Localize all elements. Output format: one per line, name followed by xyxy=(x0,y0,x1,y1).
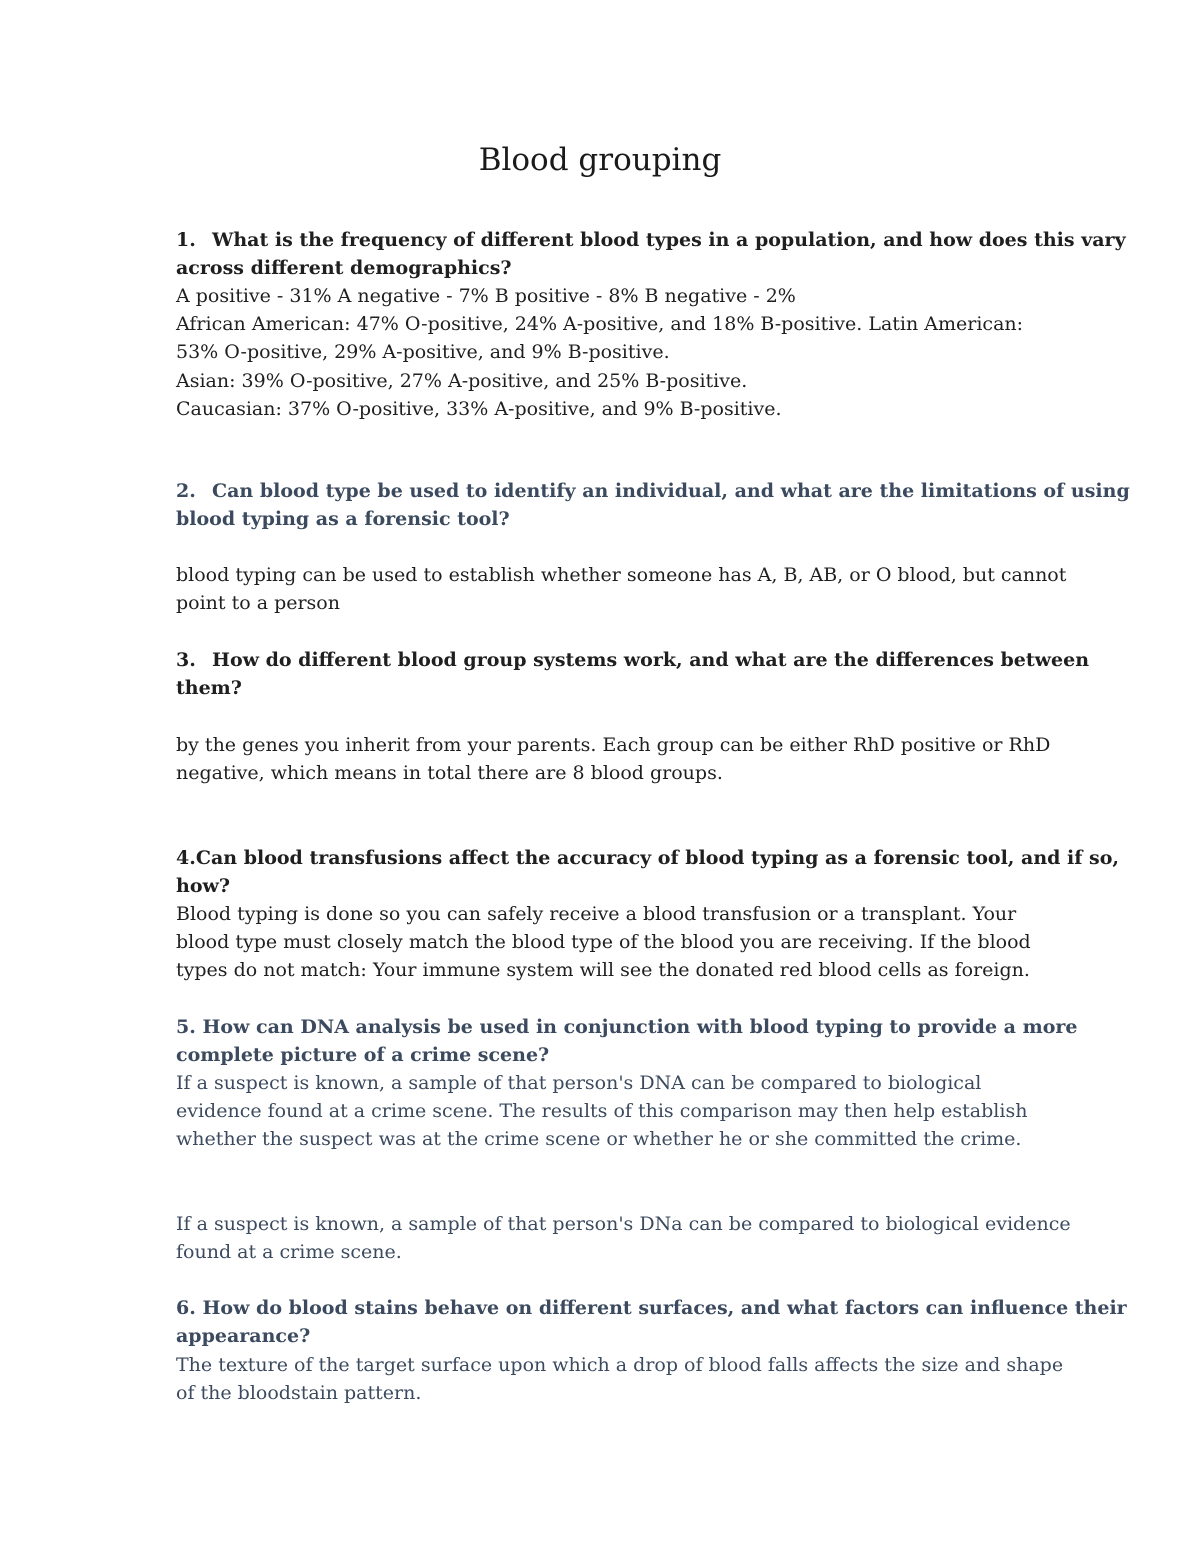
answer-5-extra-line: found at a crime scene. xyxy=(176,1241,402,1264)
document-title: Blood grouping xyxy=(478,142,722,178)
answer-1-line: 53% O-positive, 29% A-positive, and 9% B-positive. xyxy=(176,341,670,364)
question-3 xyxy=(176,646,1090,702)
answer-6-line: of the bloodstain pattern. xyxy=(176,1382,422,1405)
answer-5-line: whether the suspect was at the crime scene or whether he or she committed the crime. xyxy=(176,1128,1022,1151)
question-1-text-line2: across different demographics? xyxy=(176,257,512,280)
question-6 xyxy=(176,1294,1127,1350)
answer-4-line: Blood typing is done so you can safely receive a blood transfusion or a transplant. Your xyxy=(176,903,1017,925)
question-6-text-line1: 6. How do blood stains behave on different surfaces, and what factors can influence their xyxy=(176,1297,1127,1319)
question-5 xyxy=(176,1013,1078,1069)
question-3-text-line1: How do different blood group systems work, and what are the differences between xyxy=(212,649,1090,671)
answer-3-line: by the genes you inherit from your parents. Each group can be either RhD positive or RhD xyxy=(176,734,1051,756)
question-3-number: 3. xyxy=(176,649,196,671)
question-1-number: 1. xyxy=(176,229,196,251)
question-2-text-line2: blood typing as a forensic tool? xyxy=(176,508,510,531)
question-2-text-line1: Can blood type be used to identify an individual, and what are the limitations of using xyxy=(212,480,1130,502)
answer-5 xyxy=(176,1069,1066,1154)
answer-1-line: Caucasian: 37% O-positive, 33% A-positive, and 9% B-positive. xyxy=(176,397,782,420)
answer-3 xyxy=(176,731,1066,787)
question-4 xyxy=(176,844,1120,900)
answer-4-line: types do not match: Your immune system will see the donated red blood cells as foreign. xyxy=(176,959,1030,982)
answer-5-line: evidence found at a crime scene. The results of this comparison may then help establish xyxy=(176,1100,1028,1123)
question-2-number: 2. xyxy=(176,480,196,502)
answer-1-line: African American: 47% O-positive, 24% A-positive, and 18% B-positive. Latin American: xyxy=(176,313,1024,336)
answer-5-extra xyxy=(176,1210,1071,1266)
question-5-text-line1: 5. How can DNA analysis be used in conjunction with blood typing to provide a more xyxy=(176,1016,1078,1038)
question-4-text-line1: 4.Can blood transfusions affect the accuracy of blood typing as a forensic tool, and if so, xyxy=(176,847,1120,869)
question-1 xyxy=(176,226,1126,282)
answer-2 xyxy=(176,561,1066,617)
answer-1-line: A positive - 31% A negative - 7% B positive - 8% B negative - 2% xyxy=(176,285,796,307)
answer-2-line: blood typing can be used to establish whether someone has A, B, AB, or O blood, but cannot xyxy=(176,564,1067,586)
answer-5-line: If a suspect is known, a sample of that person's DNA can be compared to biological xyxy=(176,1072,982,1094)
question-5-text-line2: complete picture of a crime scene? xyxy=(176,1044,550,1067)
answer-5-extra-line: If a suspect is known, a sample of that person's DNa can be compared to biological evidence xyxy=(176,1213,1071,1235)
answer-1-line: Asian: 39% O-positive, 27% A-positive, and 25% B-positive. xyxy=(176,369,748,392)
question-2 xyxy=(176,477,1130,533)
answer-6 xyxy=(176,1351,1066,1407)
question-1-text-line1: What is the frequency of different blood types in a population, and how does this vary xyxy=(212,229,1126,251)
answer-3-line: negative, which means in total there are 8 blood groups. xyxy=(176,762,723,785)
answer-2-line: point to a person xyxy=(176,592,340,615)
answer-4 xyxy=(176,900,1066,985)
answer-4-line: blood type must closely match the blood type of the blood you are receiving. If the blood xyxy=(176,931,1031,954)
question-3-text-line2: them? xyxy=(176,677,242,700)
answer-1 xyxy=(176,282,1066,423)
answer-6-line: The texture of the target surface upon which a drop of blood falls affects the size and shape xyxy=(176,1354,1064,1376)
question-4-text-line2: how? xyxy=(176,875,230,898)
question-6-text-line2: appearance? xyxy=(176,1325,311,1348)
